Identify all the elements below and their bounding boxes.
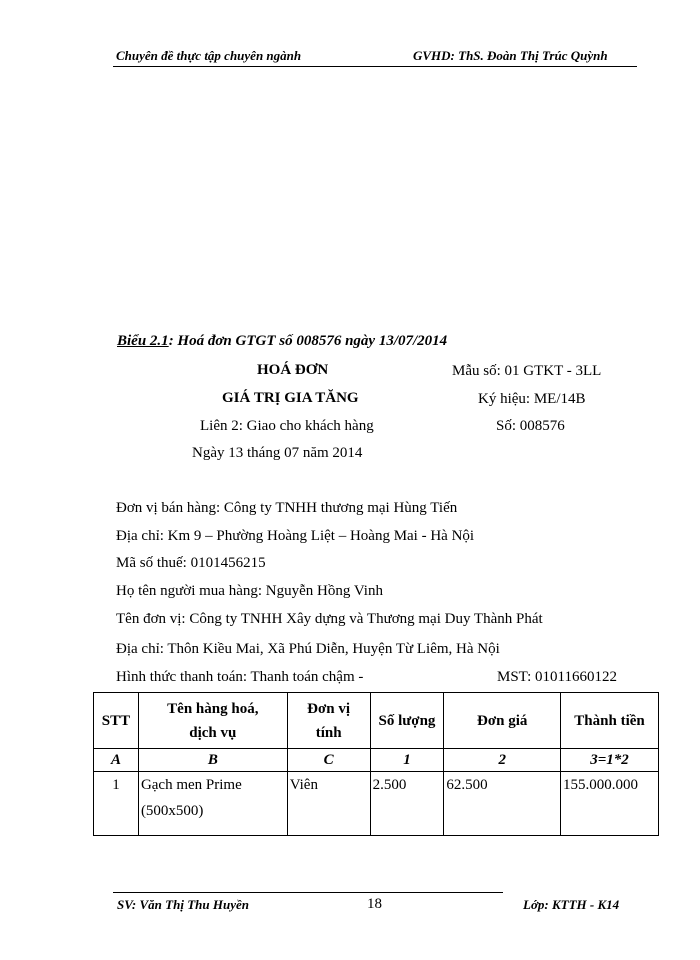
invoice-table [93, 692, 659, 836]
invoice-symbol: Ký hiệu: ME/14B [478, 391, 586, 407]
form-number: Mẫu số: 01 GTKT - 3LL [452, 363, 602, 379]
caption-text: : Hoá đơn GTGT số 008576 ngày 13/07/2014 [168, 333, 448, 349]
caption-label: Biểu 2.1 [117, 333, 169, 349]
page-number: 18 [367, 896, 382, 912]
footer-class: Lớp: KTTH - K14 [523, 897, 620, 912]
buyer-unit: Tên đơn vị: Công ty TNHH Xây dựng và Thương mại Duy Thành Phát [116, 611, 543, 627]
header-left: Chuyên đề thực tập chuyên ngành [116, 48, 302, 63]
row-quantity: 2.500 [370, 772, 444, 836]
code-cell: 3=1*2 [561, 749, 659, 772]
col-header-unit-price: Đơn giá [444, 693, 561, 749]
footer-student: SV: Văn Thị Thu Huyền [117, 897, 249, 912]
invoice-copy: Liên 2: Giao cho khách hàng [200, 418, 374, 434]
col-header-quantity: Số lượng [370, 693, 444, 749]
col-header-amount: Thành tiền [561, 693, 659, 749]
code-cell: 1 [370, 749, 444, 772]
invoice-title: HOÁ ĐƠN [257, 362, 329, 378]
row-stt: 1 [94, 772, 139, 836]
header-divider [113, 66, 637, 67]
col-header-unit: Đơn vị tính [287, 693, 370, 749]
table-row [94, 772, 659, 836]
row-item-name: Gạch men Prime (500x500) [138, 772, 287, 836]
invoice-subtitle: GIÁ TRỊ GIA TĂNG [222, 390, 359, 406]
payment-method: Hình thức thanh toán: Thanh toán chậm - [116, 669, 364, 685]
header-right: GVHD: ThS. Đoàn Thị Trúc Quỳnh [413, 48, 608, 63]
seller-tax-code: Mã số thuế: 0101456215 [116, 555, 266, 571]
figure-caption [117, 333, 447, 350]
table-header-row [94, 693, 659, 749]
row-unit: Viên [287, 772, 370, 836]
invoice-number: Số: 008576 [496, 418, 565, 434]
row-unit-price: 62.500 [444, 772, 561, 836]
footer-divider [113, 892, 503, 893]
seller-name: Đơn vị bán hàng: Công ty TNHH thương mại Hùng Tiến [116, 500, 458, 516]
seller-address: Địa chỉ: Km 9 – Phường Hoàng Liệt – Hoàng Mai - Hà Nội [116, 528, 475, 544]
col-header-item: Tên hàng hoá, dịch vụ [138, 693, 287, 749]
code-cell: A [94, 749, 139, 772]
code-cell: C [287, 749, 370, 772]
invoice-date: Ngày 13 tháng 07 năm 2014 [192, 445, 363, 461]
table-code-row [94, 749, 659, 772]
row-amount: 155.000.000 [561, 772, 659, 836]
buyer-name: Họ tên người mua hàng: Nguyễn Hồng Vinh [116, 583, 383, 599]
buyer-address: Địa chỉ: Thôn Kiều Mai, Xã Phú Diễn, Huyện Từ Liêm, Hà Nội [116, 641, 500, 657]
code-cell: B [138, 749, 287, 772]
col-header-stt: STT [94, 693, 139, 749]
buyer-tax-code: MST: 01011660122 [497, 669, 617, 685]
code-cell: 2 [444, 749, 561, 772]
